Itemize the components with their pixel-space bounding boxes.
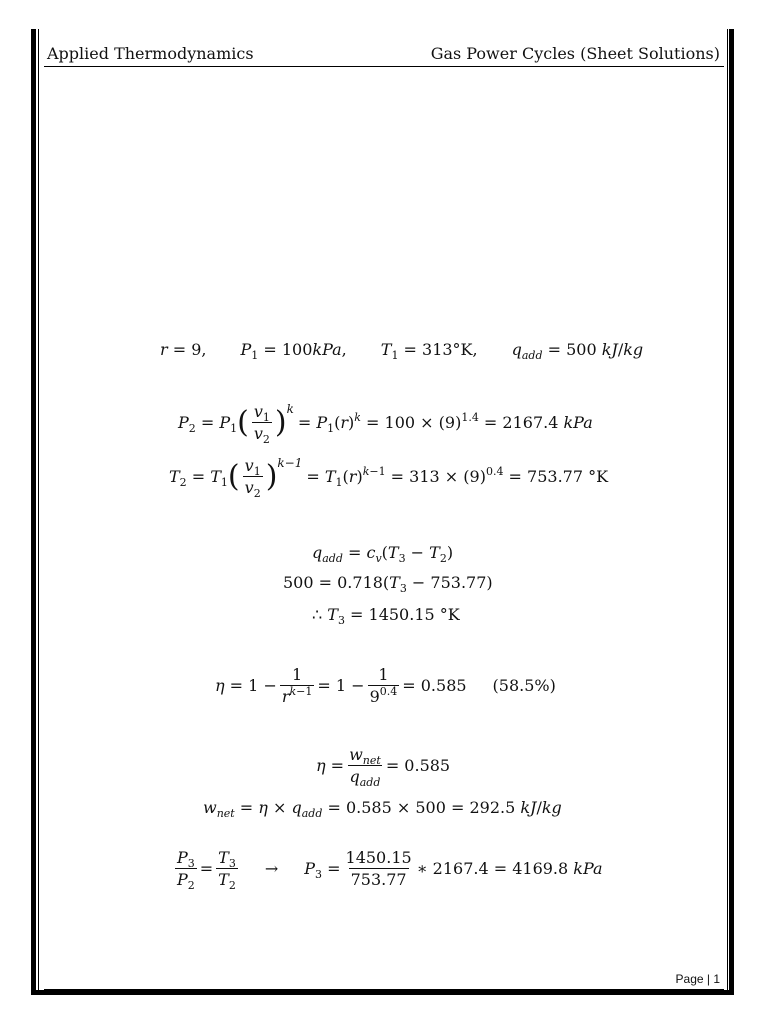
fraction-p3-p2: $\frac{P_3}{P_2}$ [177, 848, 195, 892]
equation-p3: $\frac{P_3}{P_2}$ = $\frac{T_3}{T_2}$ → $P_3$ = $\frac{1450.15}{753.77}$ ∗ 2167.4 = 4169.8 kPa [177, 848, 603, 892]
fraction-t3-t2: $\frac{T_3}{T_2}$ [218, 848, 236, 892]
efficiency-result: = 0.585 [402, 676, 467, 695]
equation-t2: $T_2 = T_1$ ( $\frac{v_1}{v_2}$ ) k−1 = $T_1(r)^{k-1} = 313 \times (9)^{0.4} = 753.77$ °K [169, 456, 609, 500]
header-course-title: Applied Thermodynamics [47, 44, 254, 63]
given-r: r = 9, [160, 340, 207, 359]
equation-efficiency: η = 1 − $\frac{1}{r^{k-1}}$ = 1 − $\frac{1}{9^{0.4}}$ = 0.585 (58.5%) [215, 665, 556, 706]
fraction-v1-v2-b: $\frac{v_1}{v_2}$ [244, 456, 261, 500]
given-t1: $T_1 = 313^\circ K$, [380, 340, 478, 362]
equation-qadd-cv: $q_{add} = c_v(T_3 - T_2)$ [312, 543, 454, 565]
header-topic-title: Gas Power Cycles (Sheet Solutions) [430, 44, 720, 63]
fraction-wnet-qadd: $\frac{w_{net}}{q_{add}}$ [349, 745, 381, 789]
fraction-t3-over-t2-values: $\frac{1450.15}{753.77}$ [345, 848, 412, 889]
equation-p2: $P_2 = P_1$ ( $\frac{v_1}{v_2}$ ) k = $P_1(r)^k = 100 \times (9)^{1.4} = 2167.4$ kPa [178, 402, 593, 446]
implies-arrow: → [264, 859, 279, 878]
fraction-v1-v2: $\frac{v_1}{v_2}$ [253, 402, 270, 446]
eff-wnet-result: = 0.585 [385, 756, 451, 775]
header-rule [44, 66, 724, 67]
page-number: Page | 1 [675, 972, 720, 986]
equation-eff-wnet: η = $\frac{w_{net}}{q_{add}}$ = 0.585 [316, 745, 451, 789]
page-border-inner [38, 29, 728, 991]
given-values [160, 340, 644, 362]
equation-500-cv: $500 = 0.718(T_3 - 753.77)$ [283, 573, 493, 595]
equation-t3-result: ∴ $T_3 = 1450.15$ °K [312, 605, 460, 627]
equation-wnet-result: $w_{net} = \eta \times q_{add} = 0.585 \times 500 = 292.5$ kJ/kg [203, 798, 562, 820]
given-p1: $P_1 = 100kPa$, [240, 340, 347, 362]
footer-rule [44, 989, 724, 990]
fraction-1-9: $\frac{1}{9^{0.4}}$ [369, 665, 398, 706]
efficiency-percent: (58.5%) [492, 676, 556, 695]
fraction-1-r: $\frac{1}{r^{k-1}}$ [281, 665, 313, 706]
given-qadd: $q_{add} = 500$ kJ/kg [511, 340, 644, 362]
